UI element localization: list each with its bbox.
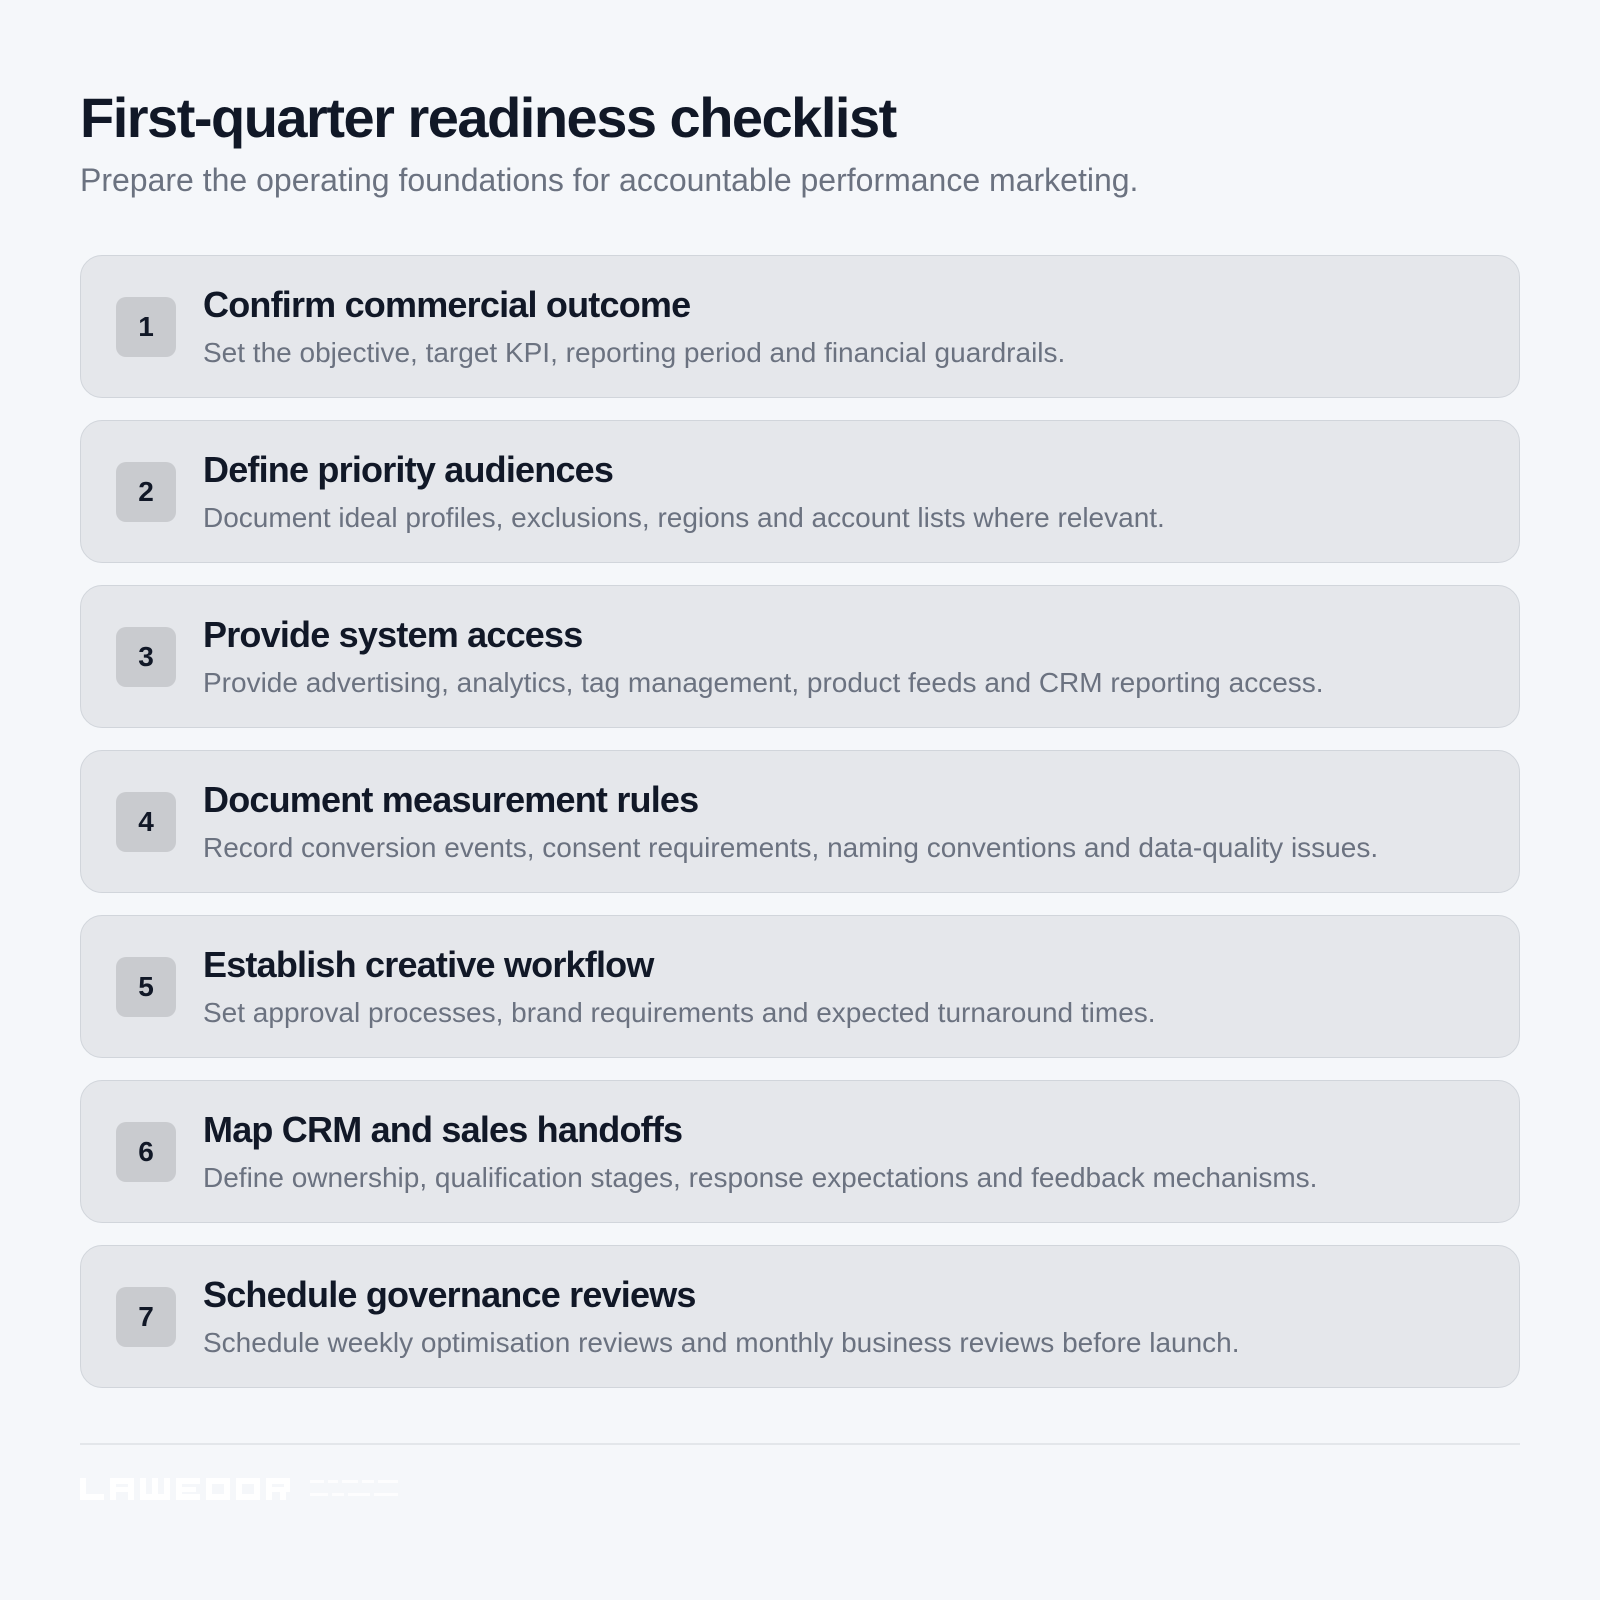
checklist-item	[80, 750, 1520, 893]
page-title: First-quarter readiness checklist	[80, 86, 896, 149]
checklist-item-text	[203, 283, 1065, 371]
checklist-item	[80, 255, 1520, 398]
checklist-item-description: Document ideal profiles, exclusions, regions and account lists where relevant.	[203, 501, 1165, 533]
checklist-item-text	[203, 778, 1378, 866]
checklist-item-text	[203, 1273, 1240, 1361]
brand-tagline-icon	[310, 1478, 402, 1500]
checklist-item-description: Define ownership, qualification stages, response expectations and feedback mechanisms.	[203, 1161, 1318, 1193]
brand-wordmark-logo-icon	[80, 1478, 402, 1500]
checklist-item-description: Set approval processes, brand requirements and expected turnaround times.	[203, 996, 1156, 1028]
checklist-item-text	[203, 613, 1324, 701]
step-number-badge: 1	[116, 297, 176, 357]
page-subtitle: Prepare the operating foundations for accountable performance marketing.	[80, 162, 1139, 198]
brand-wordmark-icon	[80, 1478, 296, 1500]
checklist-item	[80, 585, 1520, 728]
checklist-item-title: Schedule governance reviews	[203, 1273, 696, 1315]
checklist-item-description: Schedule weekly optimisation reviews and monthly business reviews before launch.	[203, 1326, 1240, 1358]
footer-divider	[80, 1443, 1520, 1445]
checklist-item-description: Record conversion events, consent requirements, naming conventions and data-quality issues.	[203, 831, 1379, 863]
checklist-item-text	[203, 1108, 1317, 1196]
checklist-item-title: Map CRM and sales handoffs	[203, 1108, 683, 1150]
checklist-item-text	[203, 943, 1156, 1031]
checklist-item-title: Establish creative workflow	[203, 943, 654, 985]
checklist-item-description: Set the objective, target KPI, reporting period and financial guardrails.	[203, 336, 1066, 368]
checklist-item-title: Document measurement rules	[203, 778, 699, 820]
checklist-item-description: Provide advertising, analytics, tag management, product feeds and CRM reporting access.	[203, 666, 1324, 698]
checklist-item	[80, 420, 1520, 563]
checklist-item-title: Define priority audiences	[203, 448, 614, 490]
step-number-badge: 4	[116, 792, 176, 852]
step-number-badge: 6	[116, 1122, 176, 1182]
checklist-item	[80, 1245, 1520, 1388]
checklist	[80, 255, 1520, 1388]
checklist-item	[80, 1080, 1520, 1223]
checklist-item-title: Provide system access	[203, 613, 583, 655]
step-number-badge: 5	[116, 957, 176, 1017]
checklist-item-text	[203, 448, 1165, 536]
step-number-badge: 7	[116, 1287, 176, 1347]
checklist-item-title: Confirm commercial outcome	[203, 283, 691, 325]
step-number-badge: 2	[116, 462, 176, 522]
step-number-badge: 3	[116, 627, 176, 687]
checklist-item	[80, 915, 1520, 1058]
